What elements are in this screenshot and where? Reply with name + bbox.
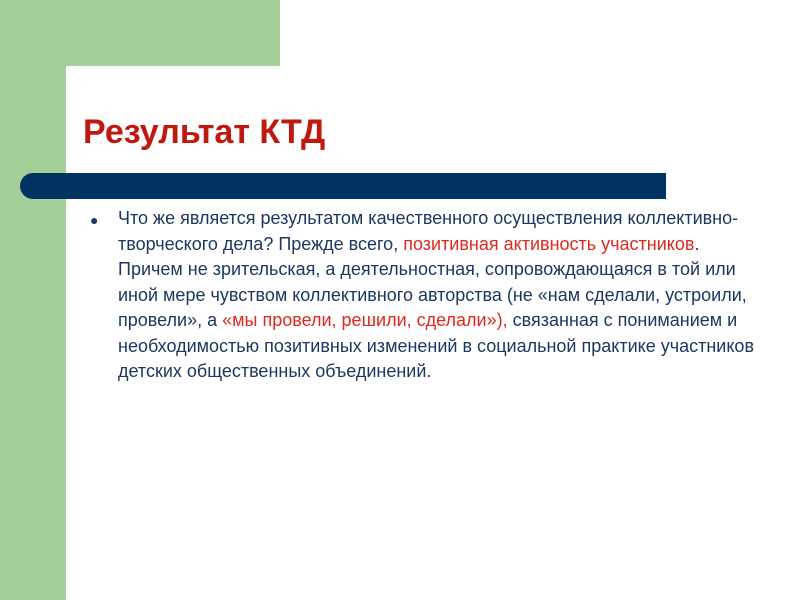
bullet-icon: ● (90, 212, 99, 228)
green-frame-left (0, 0, 66, 600)
green-frame-top (0, 0, 280, 66)
body-text-part-1: Что же является результатом качественного осуществления коллективно-творческого дела? Прежде всего, (118, 208, 739, 254)
body-text-part-3: связанная с пониманием и необходимостью позитивных изменений в социальной практике участников детских общественных объединений. (118, 310, 755, 381)
title-divider-bar (20, 173, 666, 199)
highlight-positive-activity: позитивная активность участников (403, 233, 695, 254)
slide-title: Результат КТД (83, 113, 326, 151)
highlight-we-did-quote: «мы провели, решили, сделали»), (222, 310, 508, 330)
body-text-part-2: . Причем не зрительская, а деятельностная, сопровождающаяся в той или иной мере чувством коллективного авторства (не «нам сделали, устроили, провели», а (118, 233, 747, 330)
body-paragraph (118, 206, 758, 385)
